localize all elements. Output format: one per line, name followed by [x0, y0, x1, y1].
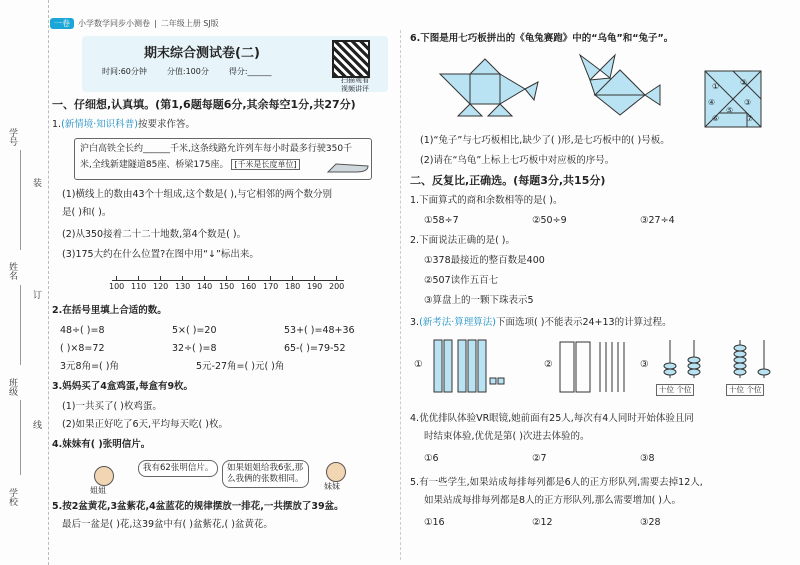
- number-line-tick: [248, 276, 249, 281]
- q2-r1-a: 48÷( )=8: [60, 325, 105, 336]
- q6-part-2: (2)请在“乌龟”上标上七巧板中对应板的序号。: [420, 155, 615, 166]
- q2-r3-a: 3元8角=( )角: [60, 361, 119, 372]
- choice-2-opt-1[interactable]: ①378最接近的整百数是400: [424, 255, 545, 266]
- tangram-num-4: ④: [708, 98, 716, 107]
- q1-box-line-2: 米,全线新建隧道85座、桥梁175座。 [千米是长度单位]: [80, 158, 300, 172]
- section-1-heading: 一、仔细想,认真填。(第1,6题每题6分,其余每空1分,共27分): [52, 98, 356, 111]
- total-score: 分值:100分: [166, 67, 209, 76]
- tortoise-piece: [500, 74, 525, 104]
- exam-meta: [102, 66, 272, 77]
- number-line-label: 100: [109, 282, 125, 291]
- tortoise-piece: [470, 59, 500, 74]
- margin-zhuang: 装: [31, 178, 41, 187]
- question-1: 1.(新情境·知识科普)按要求作答。: [52, 119, 196, 130]
- tortoise-piece: [440, 74, 470, 104]
- margin-line: [20, 285, 21, 365]
- q1-box-line-1: 沪白高铁全长约______千米,这条线路允许列车每小时最多行驶350千: [80, 144, 353, 154]
- number-line-label: 160: [241, 282, 257, 291]
- tortoise-tangram[interactable]: [430, 54, 540, 118]
- number-line-label: 170: [263, 282, 279, 291]
- tangram-num-3: ③: [744, 98, 752, 107]
- sister-label: 姐姐: [90, 486, 106, 495]
- question-4: 4.妹妹有( )张明信片。: [52, 439, 151, 450]
- rabbit-piece: [600, 55, 615, 78]
- margin-name: 姓名: [7, 262, 17, 280]
- margin-student-id: 学号: [7, 128, 17, 146]
- time-limit: 时间:60分钟: [102, 67, 147, 76]
- number-line-tick: [182, 276, 183, 281]
- abacus-2-label: 十位 个位: [726, 384, 764, 396]
- q2-r1-c: 53+( )=48+36: [284, 325, 355, 336]
- younger-sister-label: 妹妹: [324, 482, 340, 491]
- choice-1-opt-1[interactable]: ①58÷7: [424, 215, 459, 226]
- number-line-axis: [112, 280, 344, 281]
- number-line-tick: [314, 276, 315, 281]
- number-line-tick: [116, 276, 117, 281]
- number-line-tick: [292, 276, 293, 281]
- rabbit-piece: [595, 95, 645, 115]
- choice-5-opt-2[interactable]: ②12: [532, 517, 553, 528]
- stick-bundles: [556, 338, 636, 398]
- q3-part-2: (2)如果正好吃了6天,平均每天吃( )枚。: [62, 419, 228, 430]
- choice-3-opt-3-label[interactable]: ③: [640, 359, 649, 370]
- choice-2-opt-2[interactable]: ②507读作五百七: [424, 275, 499, 286]
- rabbit-tangram[interactable]: [560, 50, 670, 120]
- series-name: 小学数学同步小测卷: [78, 18, 150, 28]
- tortoise-piece: [488, 104, 512, 116]
- base-ten-blocks: [430, 338, 510, 398]
- choice-1-opt-3[interactable]: ③27÷4: [640, 215, 675, 226]
- number-line-tick: [138, 276, 139, 281]
- choice-4-line-2: 时结束体验,优优是第( )次进去体验的。: [424, 431, 590, 442]
- margin-line: [20, 400, 21, 475]
- choice-1-opt-2[interactable]: ②50÷9: [532, 215, 567, 226]
- number-line-label: 180: [285, 282, 301, 291]
- rabbit-piece: [645, 85, 660, 105]
- choice-3-opt-1-label[interactable]: ①: [414, 359, 423, 370]
- margin-line: [20, 150, 21, 250]
- q5-line-2: 最后一盆是( )花,这39盆中有( )盆紫花,( )盆黄花。: [62, 519, 273, 530]
- train-icon: [326, 160, 370, 176]
- score-field[interactable]: 得分:______: [228, 67, 272, 76]
- choice-5-opt-3[interactable]: ③28: [640, 517, 661, 528]
- q2-r2-c: 65-( )=79-52: [284, 343, 346, 354]
- margin-class: 班级: [7, 378, 17, 396]
- sister-avatar: [94, 466, 114, 486]
- question-3: 3.妈妈买了4盒鸡蛋,每盒有9枚。: [52, 381, 194, 392]
- series-badge: 一卷: [50, 18, 74, 29]
- q2-r3-b: 5元-27角=( )元( )角: [196, 361, 285, 372]
- binding-margin: [0, 0, 49, 565]
- number-line-tick: [336, 276, 337, 281]
- q6-part-1: (1)“兔子”与七巧板相比,缺少了( )形,是七巧板中的( )号板。: [420, 135, 670, 146]
- abacus-1: [654, 340, 710, 382]
- page-title: 期末综合测试卷(二): [144, 46, 260, 61]
- choice-2-opt-3[interactable]: ③算盘上的一颗下珠表示5: [424, 295, 534, 306]
- sister-speech-bubble: 我有62张明信片。: [138, 460, 218, 477]
- choice-4-opt-3[interactable]: ③8: [640, 453, 655, 464]
- number-line-tick: [160, 276, 161, 281]
- number-line-label: 200: [329, 282, 345, 291]
- question-5: 5.按2盆黄花,3盆紫花,4盆蓝花的规律摆放一排花,一共摆放了39盆。: [52, 501, 344, 512]
- tangram-num-2: ②: [740, 78, 748, 87]
- margin-xian: 线: [31, 420, 41, 429]
- q1-part-1b: 是( )和( )。: [62, 207, 112, 218]
- abacus-2: [724, 340, 780, 382]
- choice-4-opt-1[interactable]: ①6: [424, 453, 439, 464]
- margin-school: 学校: [7, 488, 17, 506]
- series-header: 一卷 小学数学同步小测卷 | 二年级上册 SJ版: [50, 16, 219, 30]
- question-6: 6.下图是用七巧板拼出的《龟兔赛跑》中的“乌龟”和“兔子”。: [410, 33, 674, 44]
- younger-sister-speech-bubble: 如果姐姐给我6张,那 么我俩的张数相同。: [222, 460, 309, 488]
- tangram-num-5: ⑤: [726, 106, 734, 115]
- qr-code-icon[interactable]: [332, 40, 370, 78]
- choice-5-opt-1[interactable]: ①16: [424, 517, 445, 528]
- number-line-label: 120: [153, 282, 169, 291]
- choice-3: 3.(新考法·算理算法)下面选项( )不能表示24+13的计算过程。: [410, 317, 672, 328]
- section-2-heading: 二、反复比,正确选。(每题3分,共15分): [410, 174, 606, 187]
- choice-1: 1.下面算式的商和余数相等的是( )。: [410, 195, 563, 206]
- number-line-label: 110: [131, 282, 147, 291]
- q2-r2-a: ( )×8=72: [60, 343, 105, 354]
- number-line-label: 130: [175, 282, 191, 291]
- rabbit-piece: [580, 55, 600, 80]
- choice-4-opt-2[interactable]: ②7: [532, 453, 547, 464]
- grade-label: 二年级上册 SJ版: [160, 18, 219, 28]
- choice-5: 5.有一些学生,如果站成每排每列都是6人的正方形队列,需要去掉12人,: [410, 477, 703, 488]
- margin-ding: 订: [31, 290, 41, 299]
- number-line-tick: [204, 276, 205, 281]
- number-line-tick: [226, 276, 227, 281]
- question-2: 2.在括号里填上合适的数。: [52, 305, 167, 316]
- tangram-num-1: ①: [712, 82, 720, 91]
- choice-2: 2.下面说法正确的是( )。: [410, 235, 515, 246]
- q1-part-2: (2)从350接着二十二十地数,第4个数是( )。: [62, 229, 247, 240]
- number-line-tick: [270, 276, 271, 281]
- number-line-label: 140: [197, 282, 213, 291]
- abacus-1-label: 十位 个位: [656, 384, 694, 396]
- q2-r1-b: 5×( )=20: [172, 325, 217, 336]
- q3-part-1: (1)一共买了( )枚鸡蛋。: [62, 401, 162, 412]
- number-line-label: 190: [307, 282, 323, 291]
- title-box: [82, 36, 388, 92]
- choice-5-line-2: 如果站成每排每列都是8人的正方形队列,那么需要增加( )人。: [424, 495, 681, 506]
- number-line-label: 150: [219, 282, 235, 291]
- choice-3-opt-2-label[interactable]: ②: [544, 359, 553, 370]
- q2-r2-b: 32÷( )=8: [172, 343, 217, 354]
- q1-part-3: (3)175大约在什么位置?在图中用“↓”标出来。: [62, 249, 259, 260]
- choice-4: 4.优优排队体验VR眼镜,她前面有25人,每次有4人同时开始体验且同: [410, 413, 694, 424]
- tortoise-piece: [470, 74, 500, 104]
- tortoise-piece: [525, 82, 538, 100]
- tangram-num-7: ⑦: [746, 114, 754, 123]
- younger-sister-avatar: [326, 462, 346, 482]
- tangram-num-6: ⑥: [712, 114, 720, 123]
- q1-part-1: (1)横线上的数由43个十组成,这个数是( ),与它相邻的两个数分别: [62, 189, 333, 200]
- tortoise-piece: [458, 104, 482, 116]
- qr-caption: 扫描观看 视频讲评: [341, 76, 369, 93]
- column-divider: [400, 30, 401, 560]
